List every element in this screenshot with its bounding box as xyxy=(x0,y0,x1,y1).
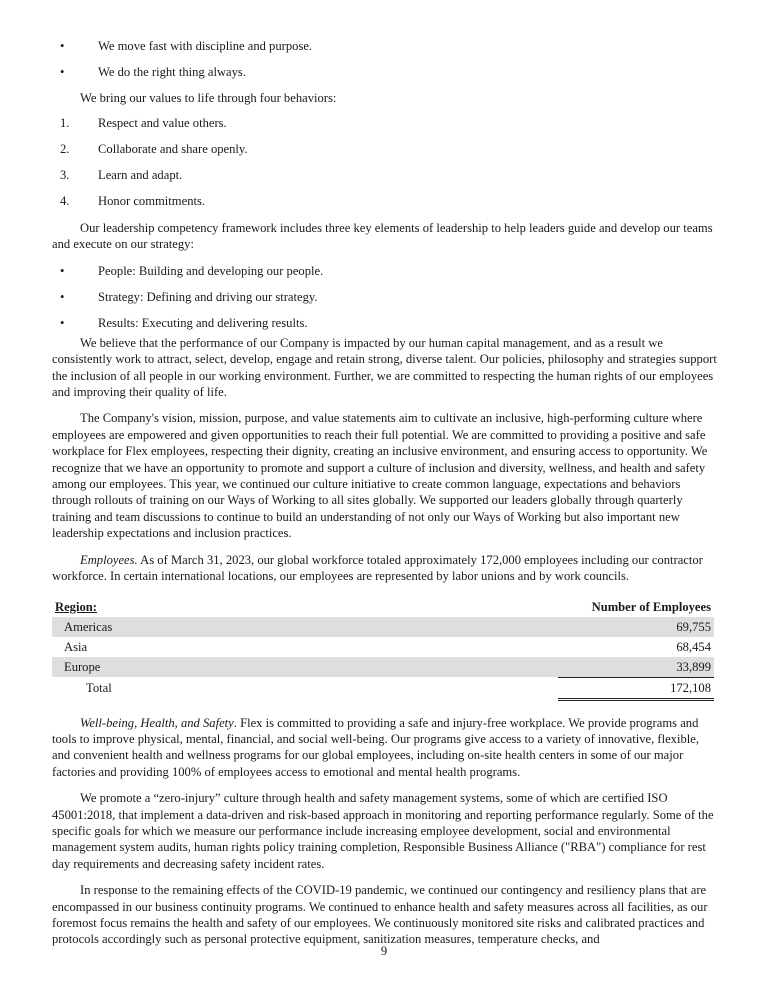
list-number: 1. xyxy=(60,116,70,130)
wellbeing-paragraph xyxy=(52,715,717,781)
total-label: Total xyxy=(86,681,112,695)
table-row xyxy=(52,637,714,657)
region-cell: Europe xyxy=(52,657,558,678)
covid-paragraph: In response to the remaining effects of the COVID-19 pandemic, we continued our contingency and resiliency plans that are encompassed in our business continuity programs. We continued to enhance health and safety measures across all facilities, as our foremost focus remains the health and safety of our employees. We continuously monitored site risks and calibrated practices and protocols accordingly such as personal protective equipment, sanitization measures, temperature checks, and xyxy=(52,883,708,947)
bullet-text: Results: Executing and delivering results. xyxy=(98,315,308,330)
bullet-text: Strategy: Defining and driving our strategy. xyxy=(98,289,318,304)
bullet-icon: • xyxy=(60,65,65,79)
behavior-text: Learn and adapt. xyxy=(98,168,183,182)
leadership-bullet-item xyxy=(52,263,717,289)
document-page xyxy=(52,38,717,958)
bullet-text: We move fast with discipline and purpose. xyxy=(98,39,313,53)
table-total-row xyxy=(52,677,714,699)
values-bullet-item xyxy=(52,64,717,90)
employees-paragraph xyxy=(52,552,717,585)
bullet-icon: • xyxy=(60,315,65,330)
list-number: 4. xyxy=(60,194,70,208)
behavior-item xyxy=(52,141,717,167)
behavior-text: Respect and value others. xyxy=(98,116,227,130)
bullet-icon: • xyxy=(60,39,65,53)
employee-count-cell: 33,899 xyxy=(558,657,714,678)
employees-heading: Employees. xyxy=(80,552,138,567)
table-header-row xyxy=(52,599,714,617)
vision-paragraph: The Company's vision, mission, purpose, and value statements aim to cultivate an inclusive, high-performing culture where employees are empowered and given opportunities to reach their full potential. We are committed to providing a positive and safe workplace for Flex employees, respecting their dignity, creating an inclusive environment, and ensuring access to opportunity. We recognize that we have an opportunity to promote and support a culture of inclusion and diversity, wellness, and health and safety among our employees. This year, we continued our culture initiative to create common language, expectations and behaviors through rollouts of training on our Ways of Working to all sites globally. We supported our leaders globally through quarterly training and team discussions to continue to build an understanding of not only our Ways of Working but also important new leadership expectations and inclusion practices. xyxy=(52,411,708,541)
zero-injury-paragraph: We promote a “zero-injury” culture through health and safety management systems, some of which are certified ISO 45001:2018, that implement a data-driven and risk-based approach in monitoring and reporting performance regularly. Some of the specific goals for which we measure our performance include increasing employee development, social and environmental management system audits, human rights policy training completion, Responsible Business Alliance ("RBA") compliance for rest day requirements and decreasing safety incident rates. xyxy=(52,791,714,871)
region-cell: Asia xyxy=(64,639,88,654)
employees-text: As of March 31, 2023, our global workforce totaled approximately 172,000 employees including our contractor workforce. In certain international locations, our employees are represented by labor unions and by work councils. xyxy=(52,552,703,584)
wellbeing-text: . Flex is committed to providing a safe and injury-free workplace. We provide programs and tools to improve physical, mental, financial, and social well-being. Our programs give access to a variety of innovative, flexible, and convenient health and wellness programs for our global employees, including on-site health centers in some of our major factories and providing 100% of employees access to emotional and mental health programs. xyxy=(52,715,699,779)
employee-count-cell: 68,454 xyxy=(676,639,711,654)
list-number: 2. xyxy=(60,142,70,156)
employees-column-header: Number of Employees xyxy=(591,600,711,614)
region-cell: Americas xyxy=(52,617,558,637)
bullet-icon: • xyxy=(60,289,65,304)
behaviors-intro: We bring our values to life through four behaviors: xyxy=(80,91,337,105)
wellbeing-heading: Well-being, Health, and Safety xyxy=(80,715,234,730)
behavior-text: Honor commitments. xyxy=(98,194,206,208)
total-count: 172,108 xyxy=(558,677,714,699)
leadership-bullet-item xyxy=(52,289,717,315)
behavior-item xyxy=(52,193,717,219)
human-capital-paragraph: We believe that the performance of our Company is impacted by our human capital management, and as a result we consistently work to attract, select, develop, engage and retain strong, diverse talent. Our policies, philosophy and strategies support the inclusion of all people in our working environment. Further, we are committed to respecting the human rights of our employees and improving their quality of life. xyxy=(52,335,717,400)
region-column-header: Region: xyxy=(55,600,97,614)
behavior-text: Collaborate and share openly. xyxy=(98,142,248,156)
leadership-paragraph: Our leadership competency framework includes three key elements of leadership to help leaders guide and develop our teams and execute on our strategy: xyxy=(52,221,713,252)
page-number: 9 xyxy=(380,944,388,958)
list-number: 3. xyxy=(60,168,70,182)
table-row xyxy=(52,657,714,678)
leadership-bullet-item xyxy=(52,315,717,335)
table-row xyxy=(52,617,714,637)
behavior-item xyxy=(52,115,717,141)
bullet-text: People: Building and developing our people. xyxy=(98,263,324,278)
behavior-item xyxy=(52,167,717,193)
employee-count-cell: 69,755 xyxy=(558,617,714,637)
values-bullet-item xyxy=(52,38,717,64)
bullet-icon: • xyxy=(60,263,65,278)
bullet-text: We do the right thing always. xyxy=(98,65,246,79)
employees-by-region-table xyxy=(52,599,714,701)
